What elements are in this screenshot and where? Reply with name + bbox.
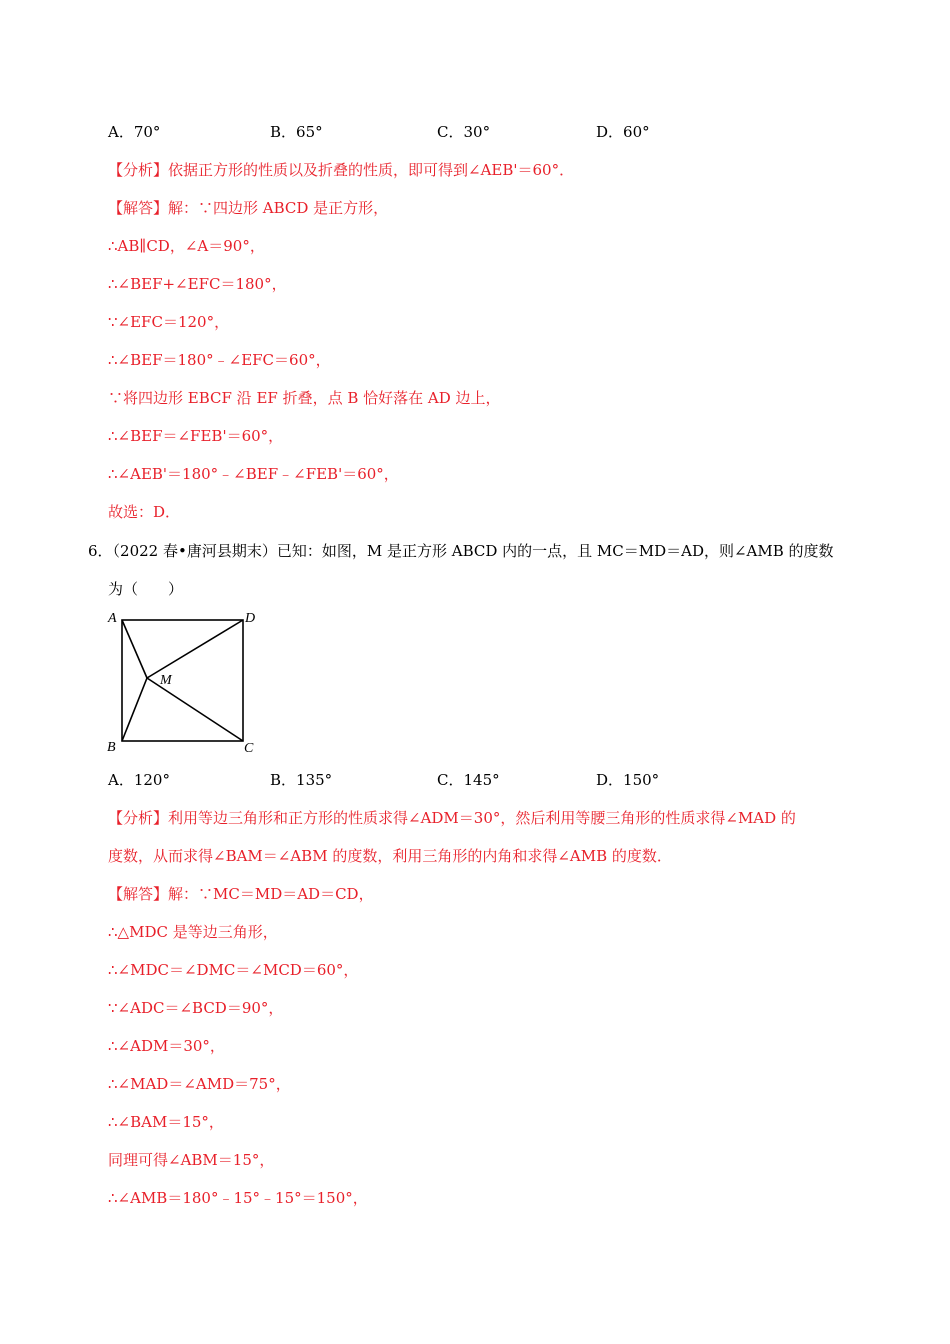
- segment-dm: [147, 620, 243, 678]
- segment-bm: [122, 678, 147, 741]
- q6-solution-line: 【解答】解：∵MC＝MD＝AD＝CD，: [108, 885, 374, 903]
- square-figure: [100, 606, 270, 756]
- q5-solution-line: ∵将四边形 EBCF 沿 EF 折叠，点 B 恰好落在 AD 边上，: [108, 389, 501, 407]
- q6-solution-line: ∴∠BAM＝15°，: [108, 1113, 224, 1131]
- q6-option-c: C．145°: [437, 771, 500, 789]
- q5-analysis: 【分析】依据正方形的性质以及折叠的性质，即可得到∠AEB'＝60°．: [108, 161, 575, 179]
- q5-option-b: B．65°: [270, 123, 323, 141]
- q6-option-a: A．120°: [108, 771, 170, 789]
- q6-solution-line: ∴∠MAD＝∠AMD＝75°，: [108, 1075, 291, 1093]
- label-c: C: [244, 741, 254, 756]
- q6-solution-line: ∴∠ADM＝30°，: [108, 1037, 225, 1055]
- q5-solution-line: ∴AB∥CD，∠A＝90°，: [108, 237, 265, 255]
- q6-analysis: 【分析】利用等边三角形和正方形的性质求得∠ADM＝30°，然后利用等腰三角形的性质求得∠MAD 的: [108, 809, 796, 827]
- q6-solution-line: ∴∠AMB＝180°﹣15°﹣15°＝150°，: [108, 1189, 368, 1207]
- label-m: M: [160, 673, 172, 688]
- q5-solution-line: 【解答】解：∵四边形 ABCD 是正方形，: [108, 199, 389, 217]
- q6-stem: 6．（2022 春•唐河县期末）已知：如图，M 是正方形 ABCD 内的一点，且 MC＝MD＝AD，则∠AMB 的度数: [88, 542, 834, 560]
- q5-solution-line: ∴∠AEB'＝180°﹣∠BEF﹣∠FEB'＝60°，: [108, 465, 399, 483]
- label-b: B: [107, 740, 116, 755]
- q5-solution-line: ∵∠EFC＝120°，: [108, 313, 230, 331]
- segment-am: [122, 620, 147, 678]
- q5-answer: 故选：D．: [108, 503, 181, 521]
- q6-solution-line: ∴△MDC 是等边三角形，: [108, 923, 278, 941]
- square-abcd: [122, 620, 243, 741]
- q6-option-b: B．135°: [270, 771, 333, 789]
- q5-option-a: A．70°: [108, 123, 161, 141]
- q5-solution-line: ∴∠BEF+∠EFC＝180°，: [108, 275, 287, 293]
- q6-solution-line: ∴∠MDC＝∠DMC＝∠MCD＝60°，: [108, 961, 359, 979]
- q5-solution-line: ∴∠BEF＝∠FEB'＝60°，: [108, 427, 284, 445]
- q6-analysis-continued: 度数，从而求得∠BAM＝∠ABM 的度数，利用三角形的内角和求得∠AMB 的度数．: [108, 847, 672, 865]
- label-a: A: [108, 611, 117, 626]
- label-d: D: [245, 611, 256, 626]
- q6-solution-line: 同理可得∠ABM＝15°，: [108, 1151, 275, 1169]
- q5-option-c: C．30°: [437, 123, 491, 141]
- q6-stem-continued: 为（ ）: [108, 580, 184, 598]
- q5-solution-line: ∴∠BEF＝180°﹣∠EFC＝60°，: [108, 351, 331, 369]
- q6-option-d: D．150°: [596, 771, 660, 789]
- q5-option-d: D．60°: [596, 123, 650, 141]
- q6-solution-line: ∵∠ADC＝∠BCD＝90°，: [108, 999, 284, 1017]
